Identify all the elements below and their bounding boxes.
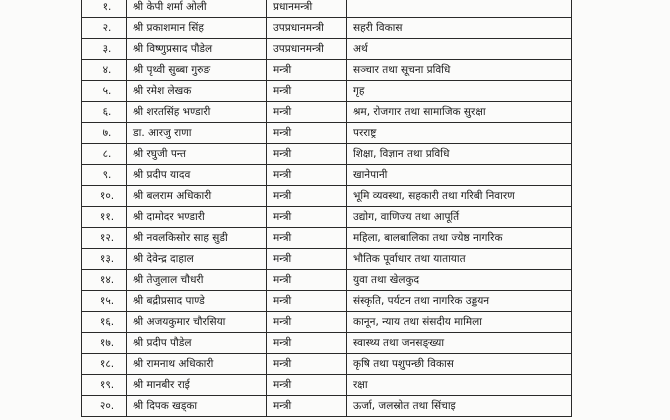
position-cell: मन्त्री (267, 333, 347, 354)
ministry-cell: गृह (347, 81, 572, 102)
ministry-cell: सञ्चार तथा सूचना प्रविधि (347, 60, 572, 81)
table-row (82, 207, 572, 228)
table-row (82, 123, 572, 144)
minister-name-cell: श्री प्रकाशमान सिंह (127, 18, 267, 39)
row-number-cell: ९. (82, 165, 127, 186)
row-number-cell: १९. (82, 375, 127, 396)
ministry-cell: भूमि व्यवस्था, सहकारी तथा गरिबी निवारण (347, 186, 572, 207)
ministry-cell: युवा तथा खेलकुद (347, 270, 572, 291)
position-cell: मन्त्री (267, 207, 347, 228)
table-row (82, 270, 572, 291)
table-row (82, 18, 572, 39)
table-row (82, 354, 572, 375)
row-number-cell: १०. (82, 186, 127, 207)
position-cell: मन्त्री (267, 186, 347, 207)
minister-name-cell: श्री पृथ्वी सुब्बा गुरुङ (127, 60, 267, 81)
row-number-cell: १६. (82, 312, 127, 333)
row-number-cell: २. (82, 18, 127, 39)
cabinet-table (81, 0, 572, 417)
table-row (82, 186, 572, 207)
position-cell: मन्त्री (267, 165, 347, 186)
ministry-cell (347, 0, 572, 18)
minister-name-cell: श्री विष्णुप्रसाद पौडेल (127, 39, 267, 60)
row-number-cell: २०. (82, 396, 127, 417)
position-cell: मन्त्री (267, 144, 347, 165)
row-number-cell: ११. (82, 207, 127, 228)
position-cell: मन्त्री (267, 375, 347, 396)
table-row (82, 39, 572, 60)
row-number-cell: ३. (82, 39, 127, 60)
row-number-cell: १८. (82, 354, 127, 375)
ministry-cell: परराष्ट्र (347, 123, 572, 144)
ministry-cell: संस्कृति, पर्यटन तथा नागरिक उड्डयन (347, 291, 572, 312)
ministry-cell: खानेपानी (347, 165, 572, 186)
position-cell: उपप्रधानमन्त्री (267, 39, 347, 60)
position-cell: मन्त्री (267, 396, 347, 417)
table-row (82, 144, 572, 165)
minister-name-cell: श्री देवेन्द्र दाहाल (127, 249, 267, 270)
ministry-cell: स्वास्थ्य तथा जनसङ्ख्या (347, 333, 572, 354)
minister-name-cell: श्री बद्रीप्रसाद पाण्डे (127, 291, 267, 312)
table-row (82, 0, 572, 18)
table-row (82, 312, 572, 333)
minister-name-cell: श्री मानबीर राई (127, 375, 267, 396)
position-cell: मन्त्री (267, 249, 347, 270)
table-row (82, 333, 572, 354)
row-number-cell: १४. (82, 270, 127, 291)
row-number-cell: १५. (82, 291, 127, 312)
minister-name-cell: श्री प्रदीप पौडेल (127, 333, 267, 354)
row-number-cell: १७. (82, 333, 127, 354)
ministry-cell: रक्षा (347, 375, 572, 396)
minister-name-cell: श्री नवलकिसोर साह सुडी (127, 228, 267, 249)
ministry-cell: कानून, न्याय तथा संसदीय मामिला (347, 312, 572, 333)
minister-name-cell: श्री दामोदर भण्डारी (127, 207, 267, 228)
row-number-cell: ५. (82, 81, 127, 102)
table-row (82, 375, 572, 396)
minister-name-cell: डा. आरजु राणा (127, 123, 267, 144)
minister-name-cell: श्री रघुजी पन्त (127, 144, 267, 165)
minister-name-cell: श्री अजयकुमार चौरसिया (127, 312, 267, 333)
position-cell: मन्त्री (267, 228, 347, 249)
row-number-cell: ८. (82, 144, 127, 165)
cabinet-table-body (82, 0, 572, 417)
ministry-cell: श्रम, रोजगार तथा सामाजिक सुरक्षा (347, 102, 572, 123)
minister-name-cell: श्री बलराम अधिकारी (127, 186, 267, 207)
minister-name-cell: श्री शरतसिंह भण्डारी (127, 102, 267, 123)
minister-name-cell: श्री केपी शर्मा ओली (127, 0, 267, 18)
minister-name-cell: श्री प्रदीप यादव (127, 165, 267, 186)
minister-name-cell: श्री रामनाथ अधिकारी (127, 354, 267, 375)
row-number-cell: १. (82, 0, 127, 18)
ministry-cell: उद्योग, वाणिज्य तथा आपूर्ति (347, 207, 572, 228)
position-cell: उपप्रधानमन्त्री (267, 18, 347, 39)
minister-name-cell: श्री दिपक खड्का (127, 396, 267, 417)
table-row (82, 102, 572, 123)
position-cell: मन्त्री (267, 60, 347, 81)
ministry-cell: शिक्षा, विज्ञान तथा प्रविधि (347, 144, 572, 165)
position-cell: मन्त्री (267, 123, 347, 144)
ministry-cell: ऊर्जा, जलस्रोत तथा सिंचाइ (347, 396, 572, 417)
position-cell: मन्त्री (267, 81, 347, 102)
minister-name-cell: श्री रमेश लेखक (127, 81, 267, 102)
table-row (82, 396, 572, 417)
table-row (82, 81, 572, 102)
table-row (82, 165, 572, 186)
minister-name-cell: श्री तेजुलाल चौधरी (127, 270, 267, 291)
position-cell: मन्त्री (267, 291, 347, 312)
table-row (82, 291, 572, 312)
row-number-cell: १३. (82, 249, 127, 270)
row-number-cell: ६. (82, 102, 127, 123)
table-row (82, 228, 572, 249)
table-row (82, 60, 572, 81)
position-cell: प्रधानमन्त्री (267, 0, 347, 18)
ministry-cell: सहरी विकास (347, 18, 572, 39)
position-cell: मन्त्री (267, 312, 347, 333)
row-number-cell: १२. (82, 228, 127, 249)
ministry-cell: कृषि तथा पशुपन्छी विकास (347, 354, 572, 375)
position-cell: मन्त्री (267, 354, 347, 375)
ministry-cell: अर्थ (347, 39, 572, 60)
ministry-cell: महिला, बालबालिका तथा ज्येष्ठ नागरिक (347, 228, 572, 249)
position-cell: मन्त्री (267, 270, 347, 291)
position-cell: मन्त्री (267, 102, 347, 123)
ministry-cell: भौतिक पूर्वाधार तथा यातायात (347, 249, 572, 270)
row-number-cell: ७. (82, 123, 127, 144)
table-row (82, 249, 572, 270)
row-number-cell: ४. (82, 60, 127, 81)
